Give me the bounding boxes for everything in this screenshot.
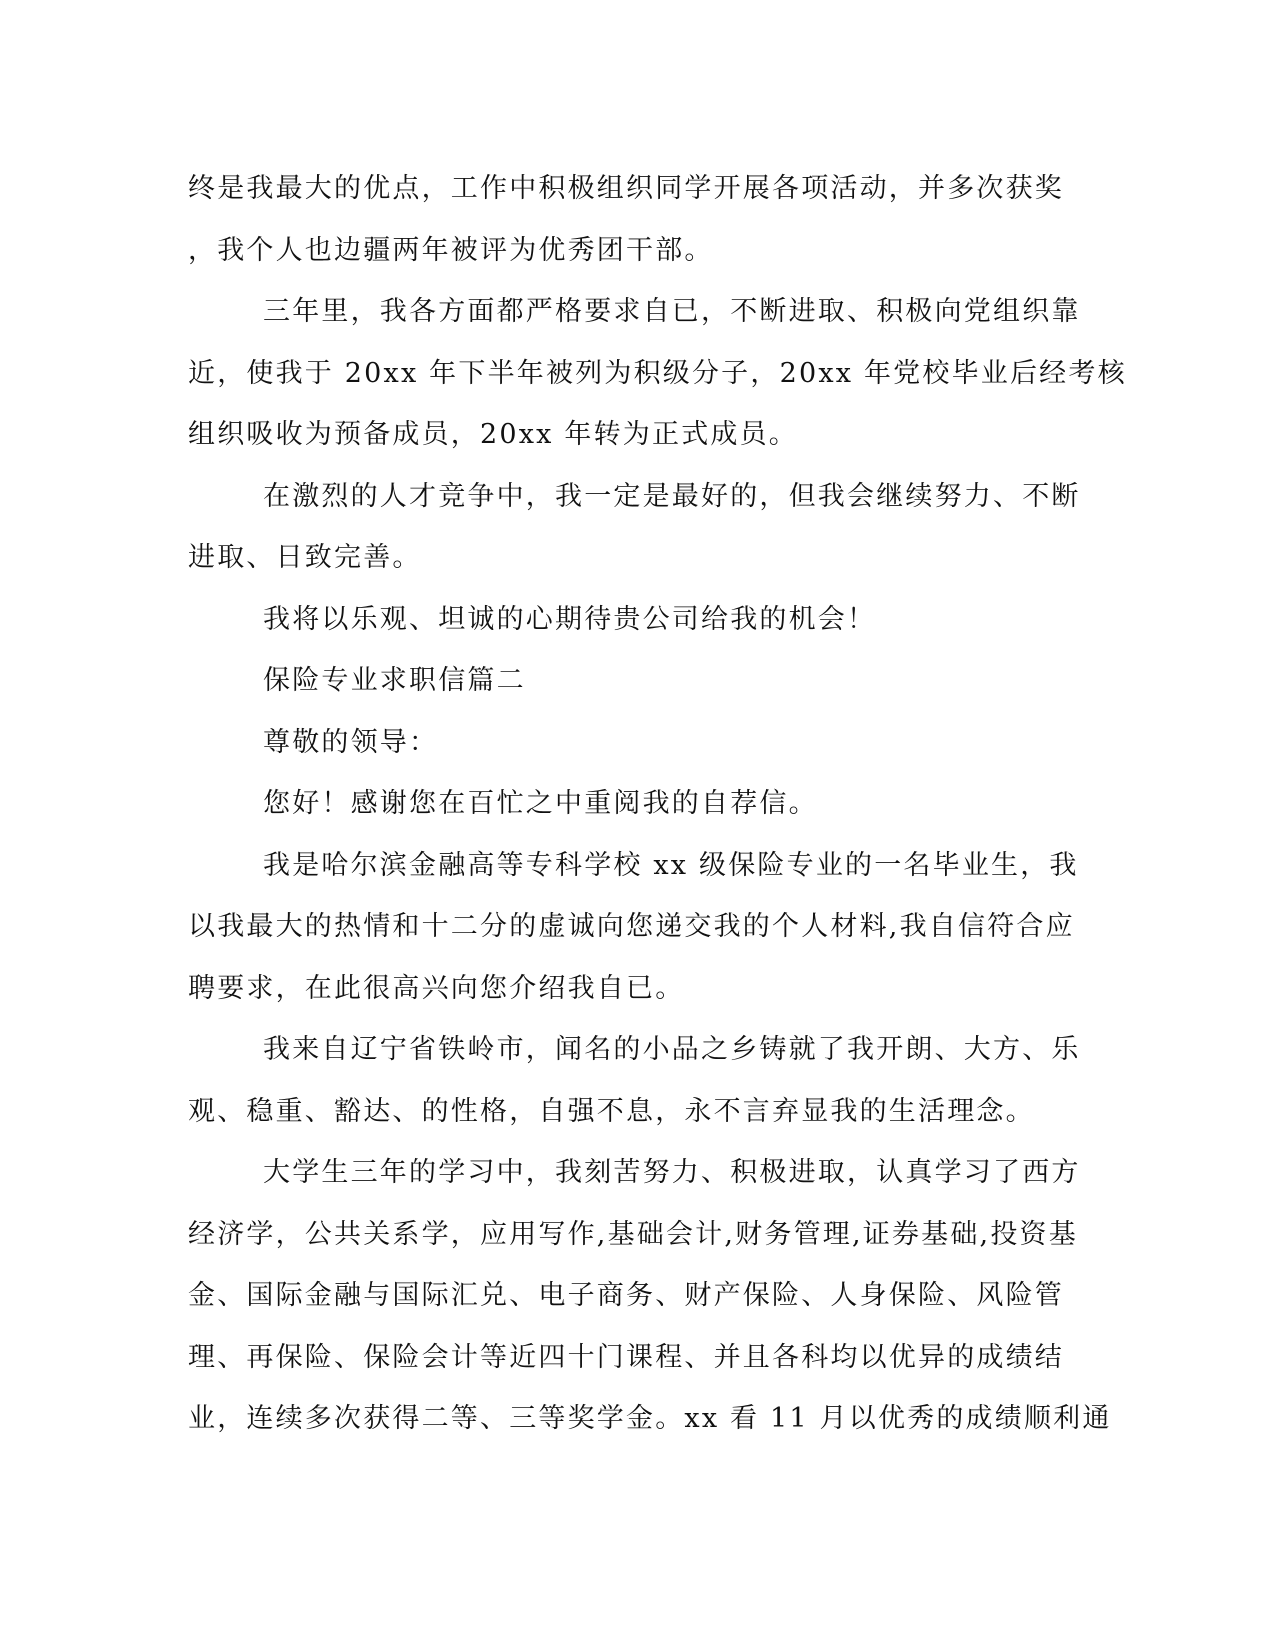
paragraph-start-line: 我将以乐观、坦诚的心期待贵公司给我的机会！ [263,603,877,635]
text-line: 终是我最大的优点，工作中积极组织同学开展各项活动，并多次获奖 [188,173,1064,204]
text-line: ，我个人也边疆两年被评为优秀团干部。 [188,234,714,266]
paragraph-start-line: 我来自辽宁省铁岭市，闻名的小品之乡铸就了我开朗、大方、乐 [263,1034,1081,1065]
section-heading: 保险专业求职信篇二 [263,665,526,696]
text-line: 观、稳重、豁达、的性格，自强不息，永不言弃显我的生活理念。 [188,1095,1035,1127]
text-line: 组织吸收为预备成员，20xx 年转为正式成员。 [188,419,798,450]
paragraph-start-line: 我是哈尔滨金融高等专科学校 xx 级保险专业的一名毕业生，我 [263,849,1079,881]
document-body [188,158,1127,1450]
text-line: 近，使我于 20xx 年下半年被列为积级分子，20xx 年党校毕业后经考核 [188,357,1127,389]
text-line: 以我最大的热情和十二分的虚诚向您递交我的个人材料,我自信符合应 [188,911,1075,942]
paragraph-start-line: 三年里，我各方面都严格要求自已，不断进取、积极向党组织靠 [263,296,1081,327]
text-line: 聘要求，在此很高兴向您介绍我自已。 [188,972,685,1004]
text-line: 理、再保险、保险会计等近四十门课程、并且各科均以优异的成绩结 [188,1341,1064,1373]
paragraph-start-line: 大学生三年的学习中，我刻苦努力、积极进取，认真学习了西方 [263,1157,1081,1188]
text-line: 业，连续多次获得二等、三等奖学金。xx 看 11 月以优秀的成绩顺利通 [188,1403,1112,1434]
paragraph-start-line: 在激烈的人才竞争中，我一定是最好的，但我会继续努力、不断 [263,480,1081,512]
text-line: 进取、日致完善。 [188,542,422,573]
salutation: 尊敬的领导： [263,726,439,758]
text-line: 经济学，公共关系学，应用写作,基础会计,财务管理,证券基础,投资基 [188,1218,1078,1250]
text-line: 金、国际金融与国际汇兑、电子商务、财产保险、人身保险、风险管 [188,1280,1064,1311]
paragraph-start-line: 您好！感谢您在百忙之中重阅我的自荐信。 [263,788,818,819]
